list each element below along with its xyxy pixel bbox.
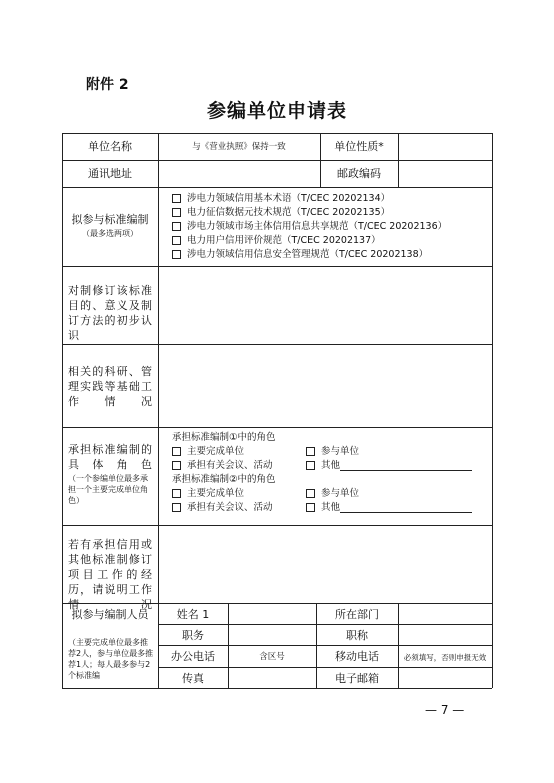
department-field[interactable] — [399, 604, 491, 623]
email-label: 电子邮箱 — [335, 672, 379, 685]
page-number: — 7 — — [425, 703, 465, 717]
standard-option[interactable]: 电力征信数据元技术规范（T/CEC 20202135） — [172, 205, 490, 219]
application-form-table — [62, 133, 492, 688]
unit-name-label: 单位名称 — [88, 140, 132, 153]
checkbox-icon[interactable] — [306, 489, 315, 498]
office-phone-field[interactable]: 含区号 — [259, 652, 285, 662]
form-title: 参编单位申请表 — [206, 100, 347, 122]
address-label: 通讯地址 — [88, 167, 132, 180]
role-option[interactable]: 其他 — [306, 458, 472, 473]
role-option[interactable]: 其他 — [306, 500, 472, 515]
checkbox-icon[interactable] — [306, 461, 315, 470]
mobile-label: 移动电话 — [335, 650, 379, 663]
research-basis-field[interactable] — [159, 345, 491, 426]
position-field[interactable] — [229, 625, 315, 644]
postcode-field[interactable] — [399, 161, 491, 186]
checkbox-icon[interactable] — [172, 194, 181, 203]
experience-label: 若有承担信用或其他标准制修订项目工作的经历，请说明工作情况 — [68, 538, 152, 611]
research-basis-label: 相关的科研、管理实践等基础工作情况 — [68, 365, 152, 408]
role-option[interactable]: 承担有关会议、活动 — [172, 458, 306, 473]
role-block-title: 承担标准编制①中的角色 — [172, 431, 276, 443]
role-option-row — [172, 500, 490, 514]
unit-nature-label: 单位性质* — [334, 140, 384, 153]
row-line — [62, 427, 492, 428]
checkbox-icon[interactable] — [172, 250, 181, 259]
standard-selection-label: 拟参与标准编制 — [71, 213, 149, 226]
unit-nature-field[interactable] — [399, 134, 491, 159]
office-phone-label: 办公电话 — [171, 650, 215, 663]
standard-option-list — [172, 191, 490, 261]
role-sublabel: （一个参编单位最多承担一个主要完成单位角色） — [68, 474, 148, 505]
role-option[interactable]: 主要完成单位 — [172, 444, 306, 459]
address-field[interactable] — [159, 161, 319, 186]
title-field[interactable] — [399, 625, 491, 644]
checkbox-icon[interactable] — [172, 222, 181, 231]
position-label: 职务 — [182, 629, 204, 642]
checkbox-icon[interactable] — [306, 503, 315, 512]
postcode-label: 邮政编码 — [337, 167, 381, 180]
role-option-row — [172, 486, 490, 500]
unit-name-field[interactable]: 与《营业执照》保持一致 — [192, 142, 286, 152]
staff-label: 拟参与编制人员 — [71, 608, 149, 621]
row-line — [62, 187, 492, 188]
row-line — [158, 645, 492, 646]
role-option[interactable]: 参与单位 — [306, 486, 359, 501]
role-options — [172, 430, 490, 514]
checkbox-icon[interactable] — [172, 236, 181, 245]
purpose-label: 对制修订该标准目的、意义及制订方法的初步认识 — [68, 284, 152, 342]
column-line — [492, 133, 493, 688]
mobile-field[interactable]: 必须填写，否则申报无效 — [403, 653, 487, 662]
checkbox-icon[interactable] — [172, 447, 181, 456]
other-input-line[interactable] — [340, 460, 472, 471]
standard-option[interactable]: 涉电力领域信用信息安全管理规范（T/CEC 20202138） — [172, 247, 490, 261]
standard-selection-sublabel: （最多选两项） — [82, 229, 138, 238]
checkbox-icon[interactable] — [172, 503, 181, 512]
checkbox-icon[interactable] — [306, 447, 315, 456]
fax-field[interactable] — [229, 668, 315, 687]
role-label: 承担标准编制的具体角色 — [68, 443, 152, 471]
row-line — [62, 688, 492, 689]
other-input-line[interactable] — [340, 502, 472, 513]
role-option[interactable]: 主要完成单位 — [172, 486, 306, 501]
title-label: 职称 — [346, 629, 368, 642]
staff-sublabel: （主要完成单位最多推荐2人，参与单位最多推荐1人；每人最多参与2个标准编 — [68, 638, 154, 680]
standard-option[interactable]: 涉电力领域信用基本术语（T/CEC 20202134） — [172, 191, 490, 205]
purpose-field[interactable] — [159, 267, 491, 343]
checkbox-icon[interactable] — [172, 208, 181, 217]
name-label: 姓名 1 — [176, 608, 210, 621]
checkbox-icon[interactable] — [172, 461, 181, 470]
experience-field[interactable] — [159, 526, 491, 602]
attachment-label: 附件 2 — [86, 77, 129, 93]
role-option-row — [172, 458, 490, 472]
standard-option[interactable]: 涉电力领域市场主体信用信息共享规范（T/CEC 20202136） — [172, 219, 490, 233]
checkbox-icon[interactable] — [172, 489, 181, 498]
name-field[interactable] — [229, 604, 315, 623]
fax-label: 传真 — [182, 672, 204, 685]
role-block-title: 承担标准编制②中的角色 — [172, 473, 276, 485]
role-option[interactable]: 参与单位 — [306, 444, 359, 459]
standard-option[interactable]: 电力用户信用评价规范（T/CEC 20202137） — [172, 233, 490, 247]
email-field[interactable] — [399, 668, 491, 687]
department-label: 所在部门 — [335, 608, 379, 621]
role-option-row — [172, 444, 490, 458]
role-option[interactable]: 承担有关会议、活动 — [172, 500, 306, 515]
